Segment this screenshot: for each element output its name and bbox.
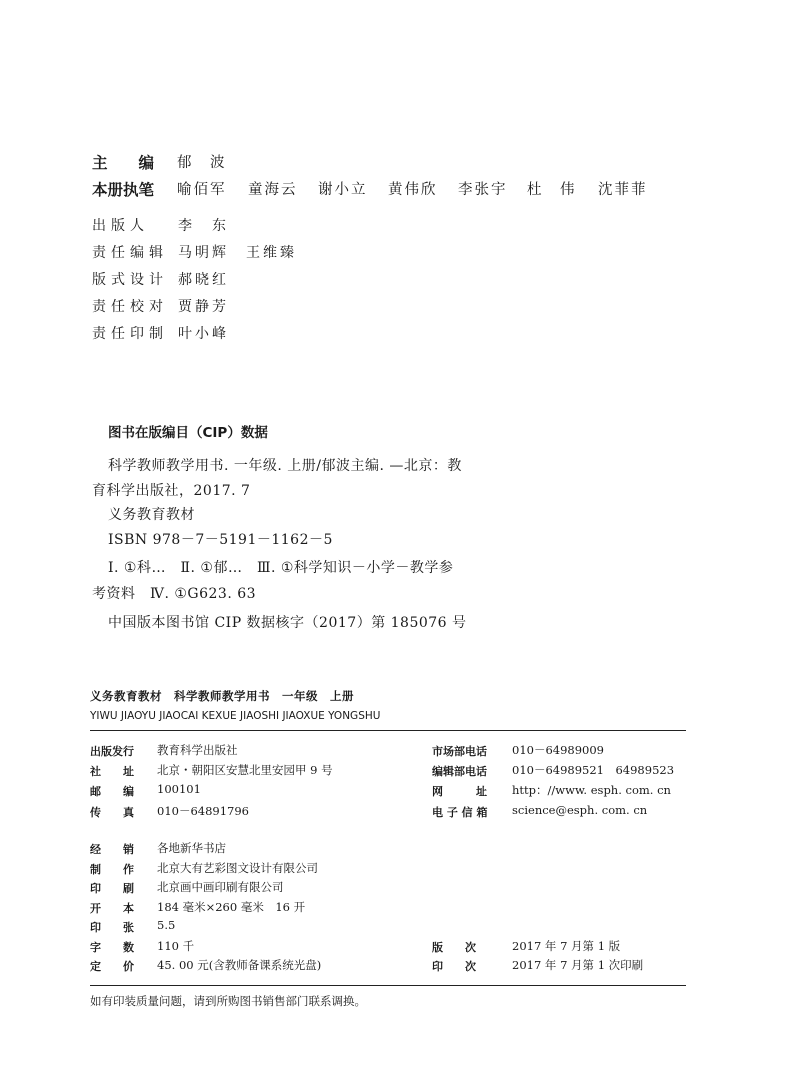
staff-label: 责任校对 [92,299,168,315]
author-5: 李张宇 [458,182,508,198]
cip-line: Ⅰ. ①科… Ⅱ. ①郁… Ⅲ. ①科学知识－小学－教学参 [108,560,454,576]
edition-value: 2017 年 7 月第 1 版 [512,939,621,953]
editor-value: 郁 波 [177,155,227,171]
info-value: 100101 [157,782,201,796]
staff-value: 贾静芳 [178,299,229,315]
info-label: 网 址 [432,785,487,798]
staff-value: 马明辉 王维臻 [178,245,297,261]
print-label: 经 销 [90,843,134,856]
info-label: 编辑部电话 [432,765,487,778]
info-label: 社 址 [90,765,134,778]
print-label: 定 价 [90,960,134,973]
series-title: 义务教育教材 科学教师教学用书 一年级 上册 [90,689,354,703]
print-value: 110 千 [157,939,195,953]
print-value: 北京画中画印刷有限公司 [157,880,284,894]
print-value: 184 毫米×260 毫米 16 开 [157,900,306,914]
info-value: 北京・朝阳区安慧北里安园甲 9 号 [157,763,333,777]
editor-label: 主 编 [92,154,155,172]
cip-record-number: 中国版本图书馆 CIP 数据核字（2017）第 185076 号 [108,615,467,631]
print-value: 各地新华书店 [157,841,226,855]
print-label: 开 本 [90,902,134,915]
info-value: 教育科学出版社 [157,743,238,757]
info-value: http：//www. esph. com. cn [512,783,671,797]
author-6: 杜 伟 [527,182,577,198]
staff-label: 版式设计 [92,272,168,288]
staff-value: 李 东 [178,218,229,234]
author-2: 童海云 [248,182,298,198]
info-label: 出版发行 [90,745,134,758]
info-label: 传 真 [90,806,134,819]
cip-title: 图书在版编目（CIP）数据 [108,425,268,441]
author-1: 喻佰军 [177,182,227,198]
print-value: 5.5 [157,918,176,932]
footer-note: 如有印装质量问题，请到所购图书销售部门联系调换。 [90,994,366,1008]
info-value: 010－64989009 [512,743,604,757]
edition-label: 版 次 [432,941,476,954]
cip-line: 义务教育教材 [108,507,195,523]
edition-label: 印 次 [432,960,476,973]
print-value: 北京大有艺彩图文设计有限公司 [157,861,318,875]
print-label: 字 数 [90,941,134,954]
author-3: 谢小立 [318,182,368,198]
divider-bottom [90,985,686,986]
series-pinyin: YIWU JIAOYU JIAOCAI KEXUE JIAOSHI JIAOXUE YONGSHU [90,710,381,722]
author-7: 沈菲菲 [598,182,648,198]
staff-value: 叶小峰 [178,326,229,342]
staff-value: 郝晓红 [178,272,229,288]
info-value: 010－64891796 [157,804,249,818]
info-value: 010－64989521 64989523 [512,763,675,777]
print-label: 制 作 [90,863,134,876]
info-label: 市场部电话 [432,745,487,758]
cip-line: 考资料 Ⅳ. ①G623. 63 [92,586,257,602]
edition-value: 2017 年 7 月第 1 次印刷 [512,958,644,972]
cip-isbn: ISBN 978－7－5191－1162－5 [108,532,333,548]
cip-line: 育科学出版社，2017. 7 [92,483,251,499]
divider-top [90,730,686,731]
authors-label: 本册执笔 [92,181,155,199]
staff-label: 责任编辑 [92,245,168,261]
print-label: 印 张 [90,921,134,934]
info-label: 电 子 信 箱 [432,806,488,819]
author-4: 黄伟欣 [388,182,438,198]
print-label: 印 刷 [90,882,134,895]
info-label: 邮 编 [90,785,134,798]
staff-label: 责任印制 [92,326,168,342]
price-value: 45. 00 元(含教师备课系统光盘) [157,958,322,972]
staff-label: 出版人 [92,218,149,234]
cip-line: 科学教师教学用书. 一年级. 上册/郁波主编. —北京：教 [108,458,462,474]
info-value: science@esph. com. cn [512,803,648,817]
